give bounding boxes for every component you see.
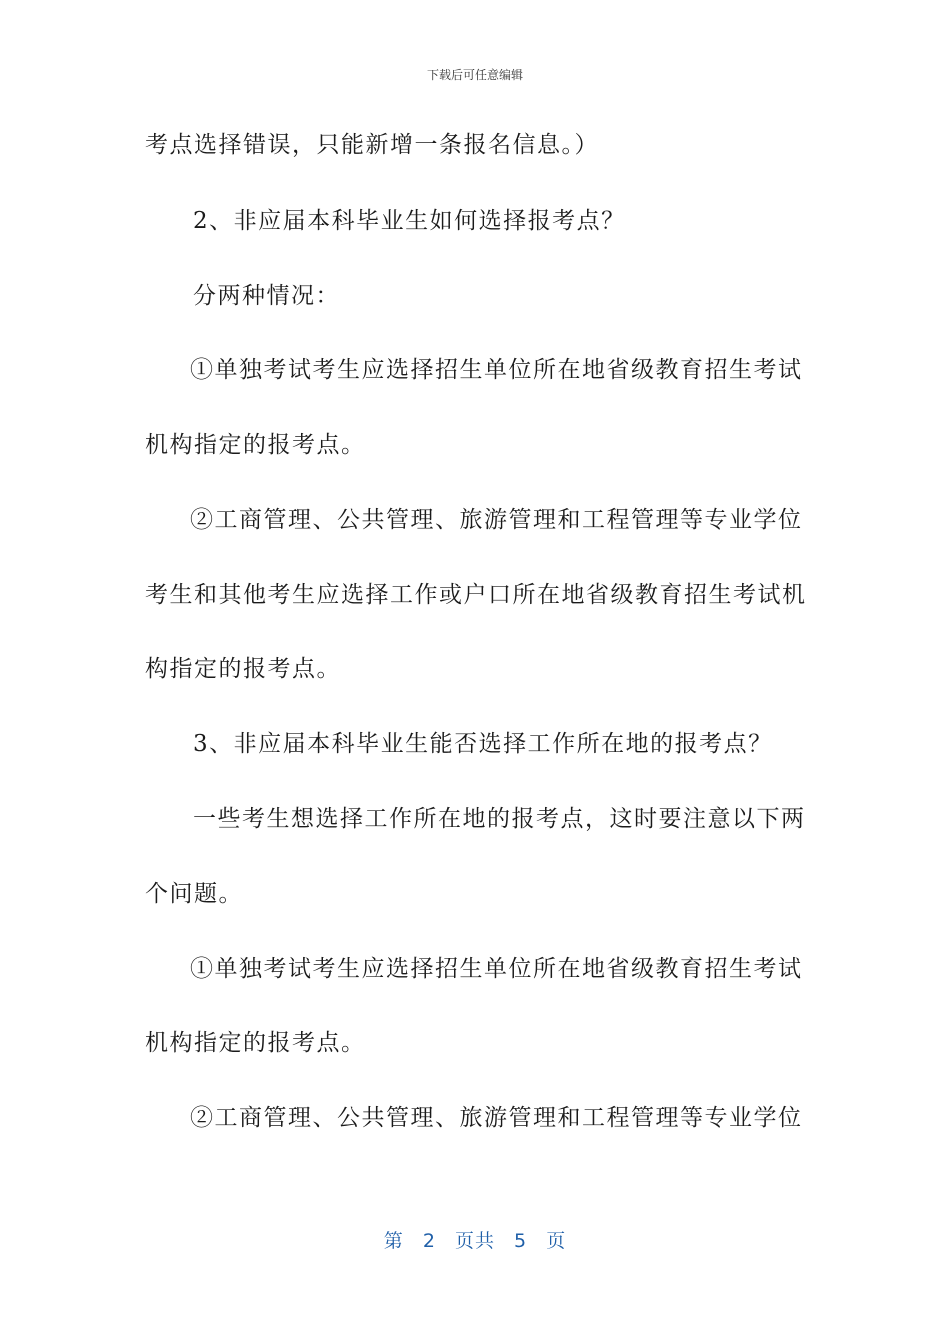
body-line: 考点选择错误，只能新增一条报名信息。） (145, 132, 599, 158)
body-line: 2、非应届本科毕业生如何选择报考点？ (193, 208, 626, 234)
footer-current-page: 2 (422, 1230, 436, 1252)
body-line: ②工商管理、公共管理、旅游管理和工程管理等专业学位 (190, 507, 803, 533)
body-line: ①单独考试考生应选择招生单位所在地省级教育招生考试 (190, 357, 803, 383)
footer-total-pages: 5 (514, 1230, 528, 1252)
footer-middle: 页共 (454, 1230, 495, 1252)
body-line: ①单独考试考生应选择招生单位所在地省级教育招生考试 (190, 956, 803, 982)
body-line: 构指定的报考点。 (145, 656, 341, 682)
body-line: 3、非应届本科毕业生能否选择工作所在地的报考点？ (193, 731, 773, 757)
body-line: 机构指定的报考点。 (145, 432, 366, 458)
body-line: 考生和其他考生应选择工作或户口所在地省级教育招生考试机 (145, 582, 807, 608)
footer-suffix: 页 (546, 1230, 567, 1252)
body-line: 个问题。 (145, 881, 243, 907)
body-line: 机构指定的报考点。 (145, 1030, 366, 1056)
body-line: ②工商管理、公共管理、旅游管理和工程管理等专业学位 (190, 1105, 803, 1131)
page-header-note: 下载后可任意编辑 (426, 68, 523, 82)
page-footer (0, 1226, 950, 1253)
footer-prefix: 第 (383, 1230, 404, 1252)
body-line: 分两种情况： (193, 283, 340, 309)
body-line: 一些考生想选择工作所在地的报考点，这时要注意以下两 (193, 806, 806, 832)
